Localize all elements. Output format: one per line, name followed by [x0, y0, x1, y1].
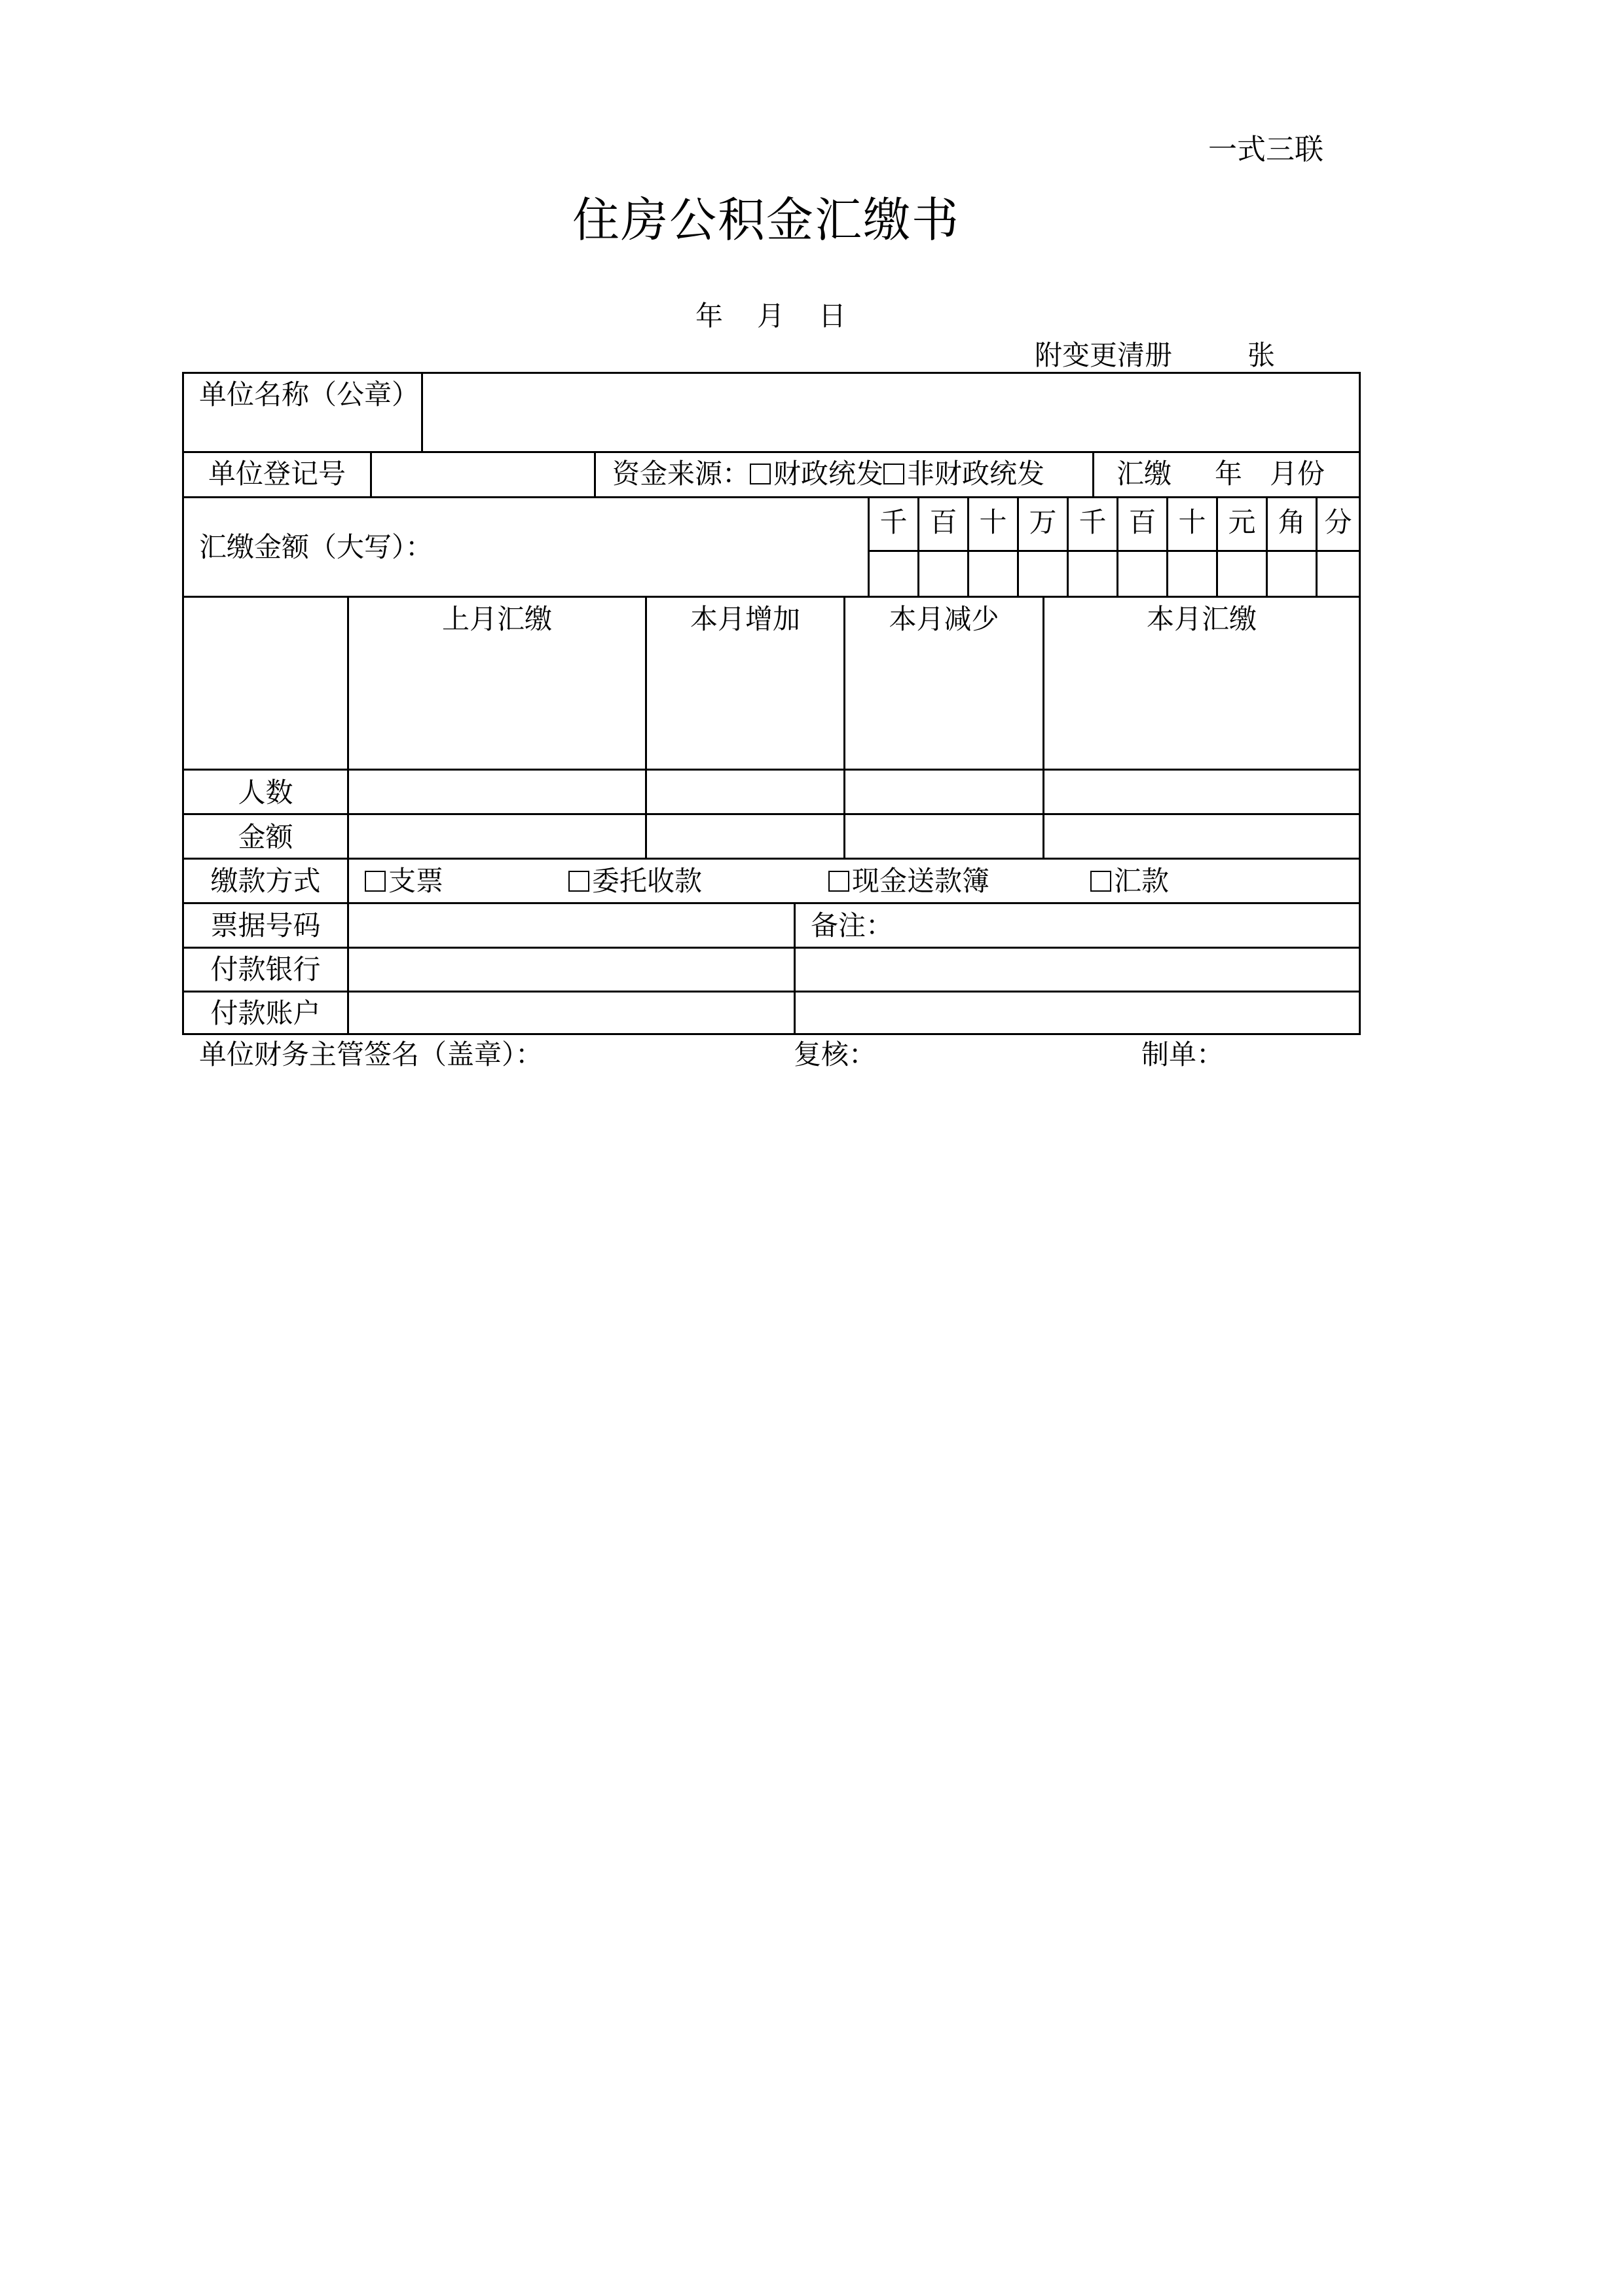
payment-cheque[interactable]: 支票 [365, 866, 443, 897]
digit-header: 分 [1324, 506, 1352, 538]
digit-header: 千 [1079, 506, 1107, 538]
fund-source [612, 458, 1044, 490]
row-amount: 金额 [238, 821, 293, 853]
digit-header: 万 [1029, 506, 1057, 538]
bill-no-label: 票据号码 [210, 909, 321, 941]
digit-header: 百 [929, 506, 957, 538]
checkbox-icon[interactable] [828, 871, 849, 892]
digit-header: 角 [1278, 506, 1306, 538]
payment-remittance[interactable]: 汇款 [1090, 866, 1169, 897]
date-month: 月 [757, 300, 785, 332]
payment-cash-book[interactable]: 现金送款簿 [828, 866, 989, 897]
digit-header: 十 [1178, 506, 1206, 538]
row-headcount: 人数 [238, 776, 293, 809]
checkbox-icon[interactable] [883, 464, 904, 484]
date-line [695, 295, 846, 334]
pay-bank-label: 付款银行 [210, 953, 321, 985]
pay-account-label: 付款账户 [210, 997, 321, 1029]
col-last-month: 上月汇缴 [441, 603, 552, 635]
payment-entrusted[interactable]: 委托收款 [568, 866, 702, 897]
digit-header: 百 [1128, 506, 1156, 538]
page-title: 住房公积金汇缴书 [572, 192, 960, 247]
date-day: 日 [819, 300, 847, 332]
copies-note: 一式三联 [1208, 133, 1323, 166]
checkbox-icon[interactable] [365, 871, 386, 892]
unit-name-label: 单位名称（公章） [199, 378, 420, 410]
remit-label: 汇缴 [1116, 458, 1172, 490]
review-label: 复核： [794, 1038, 877, 1070]
remarks-label: 备注： [811, 909, 894, 941]
remit-month: 月份 [1270, 458, 1325, 490]
amount-label: 汇缴金额（大写）： [199, 531, 434, 563]
attach-unit: 张 [1247, 339, 1276, 371]
digit-header: 元 [1228, 506, 1256, 538]
unit-reg-field[interactable] [372, 453, 592, 494]
date-year: 年 [695, 300, 724, 332]
unit-reg-label: 单位登记号 [208, 458, 346, 490]
fund-option-fiscal: 财政统发 [773, 458, 884, 490]
prepared-by-label: 制单： [1141, 1038, 1225, 1070]
col-this-month: 本月汇缴 [1146, 603, 1257, 635]
unit-name-field[interactable] [423, 374, 1357, 449]
col-decrease: 本月减少 [889, 603, 999, 635]
checkbox-icon[interactable] [1090, 871, 1111, 892]
attach-label: 附变更清册 [1035, 339, 1173, 371]
digit-header: 千 [879, 506, 908, 538]
remit-period [1116, 458, 1325, 490]
fund-source-label: 资金来源： [612, 458, 750, 490]
checkbox-icon[interactable] [750, 464, 771, 484]
payment-method-label: 缴款方式 [210, 865, 321, 897]
remit-year: 年 [1215, 458, 1243, 490]
col-increase: 本月增加 [690, 603, 800, 635]
finance-sign-label: 单位财务主管签名（盖章）： [199, 1038, 544, 1070]
checkbox-icon[interactable] [568, 871, 589, 892]
digit-header: 十 [979, 506, 1007, 538]
fund-option-nonfiscal: 非财政统发 [907, 458, 1045, 490]
